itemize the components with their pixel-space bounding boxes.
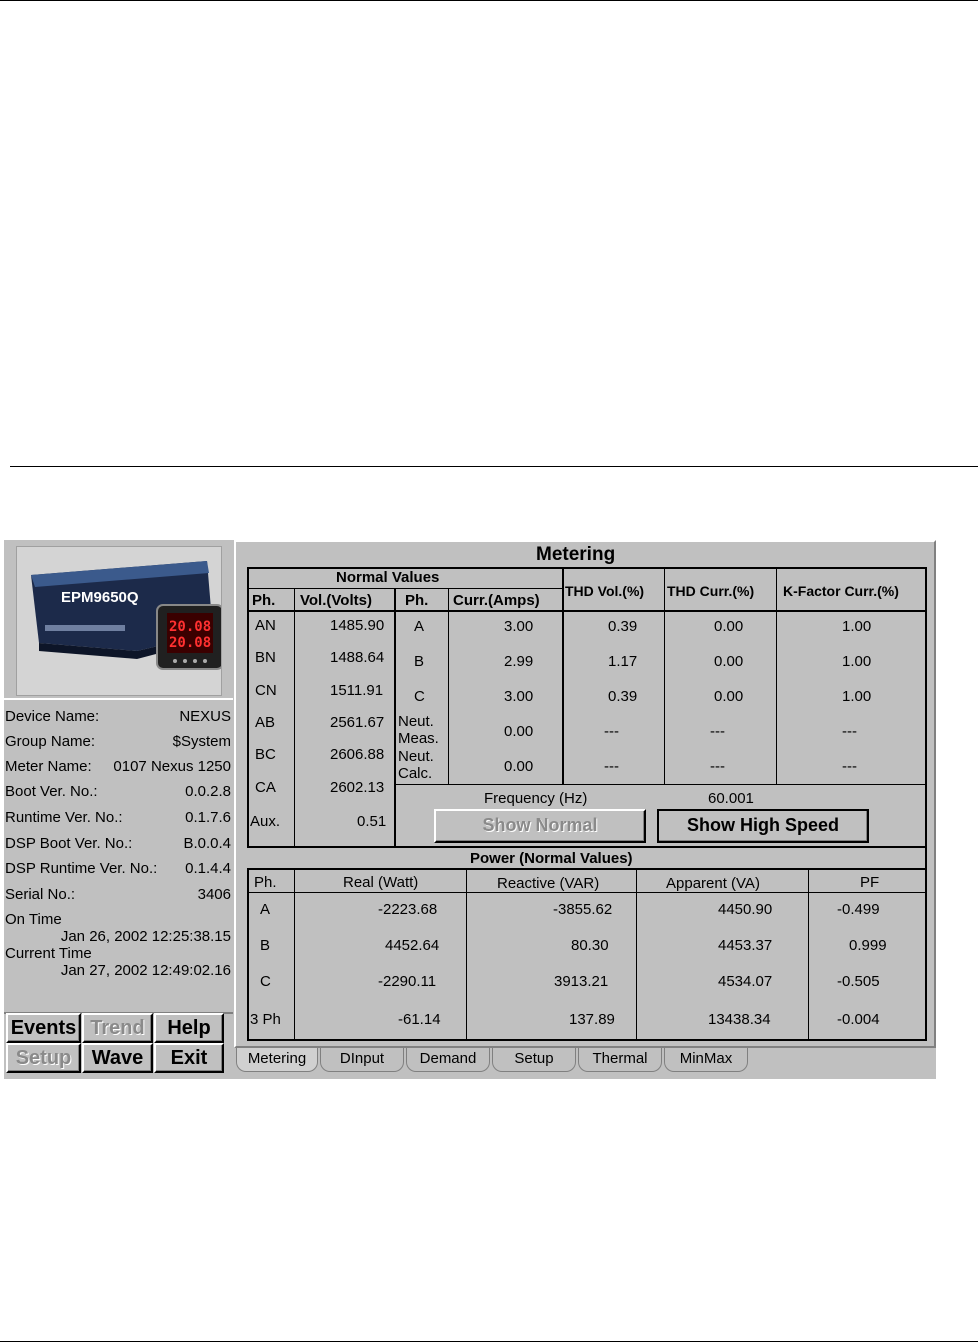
col-header-curr: Curr.(Amps) <box>453 592 540 609</box>
power-col-real: Real (Watt) <box>343 874 419 891</box>
power-row-apparent: 13438.34 <box>708 1011 771 1028</box>
curr-row-thd-curr: 0.00 <box>714 653 744 670</box>
info-meter-name: Meter Name: 0107 Nexus 1250 <box>5 758 231 775</box>
curr-row-value: 0.00 <box>504 723 534 740</box>
info-boot-ver: Boot Ver. No.: 0.0.2.8 <box>5 783 231 800</box>
curr-row-thd-vol: --- <box>604 758 619 775</box>
col-header-ph2: Ph. <box>405 592 429 609</box>
show-high-speed-button[interactable]: Show High Speed <box>657 809 869 843</box>
curr-row-kfactor: 1.00 <box>842 653 872 670</box>
volt-row-value: 0.51 <box>357 813 387 830</box>
setup-button[interactable]: Setup <box>6 1043 81 1073</box>
grid-line <box>562 567 564 784</box>
grid-line <box>925 567 927 1041</box>
grid-line <box>247 567 249 847</box>
curr-row-thd-curr: --- <box>710 723 725 740</box>
tab-setup[interactable]: Setup <box>492 1048 576 1072</box>
power-row-apparent: 4453.37 <box>718 937 773 954</box>
tab-minmax[interactable]: MinMax <box>664 1048 748 1072</box>
power-row-reactive: 80.30 <box>571 937 609 954</box>
power-row-reactive: -3855.62 <box>553 901 613 918</box>
wave-button[interactable]: Wave <box>82 1043 153 1073</box>
curr-row-kfactor: 1.00 <box>842 618 872 635</box>
volt-row-ph: AB <box>255 714 276 731</box>
grid-line <box>294 588 295 847</box>
curr-row-thd-vol: 0.39 <box>608 618 638 635</box>
bottom-rule <box>0 1341 978 1342</box>
curr-row-thd-vol: --- <box>604 723 619 740</box>
power-row-apparent: 4450.90 <box>718 901 773 918</box>
tab-dinput[interactable]: DInput <box>320 1048 404 1072</box>
col-header-thd-curr: THD Curr.(%) <box>667 583 755 599</box>
curr-row-ph: Neut. Calc. <box>398 748 434 782</box>
grid-line <box>394 588 396 847</box>
grid-line <box>247 892 927 893</box>
info-serial-no: Serial No.: 3406 <box>5 886 231 903</box>
metering-title: Metering <box>536 544 616 565</box>
info-runtime-ver: Runtime Ver. No.: 0.1.7.6 <box>5 809 231 826</box>
info-group-name: Group Name: $System <box>5 733 231 750</box>
grid-line <box>247 846 927 848</box>
power-row-real: -2290.11 <box>378 973 437 990</box>
info-device-name: Device Name: NEXUS <box>5 708 231 725</box>
volt-row-value: 2561.67 <box>330 714 385 731</box>
volt-row-ph: CA <box>255 779 276 796</box>
power-row-reactive: 137.89 <box>569 1011 615 1028</box>
show-normal-button[interactable]: Show Normal <box>434 809 646 843</box>
curr-row-kfactor: --- <box>842 758 857 775</box>
curr-row-value: 2.99 <box>504 653 534 670</box>
grid-line <box>448 588 449 784</box>
power-row-pf: 0.999 <box>849 937 887 954</box>
grid-line <box>664 567 665 784</box>
volt-row-ph: BN <box>255 649 276 666</box>
on-time-label: On Time <box>5 911 62 928</box>
curr-row-ph: B <box>414 653 425 670</box>
info-dsp-runtime-ver: DSP Runtime Ver. No.: 0.1.4.4 <box>5 860 231 877</box>
normal-values-header: Normal Values <box>336 569 440 586</box>
grid-line <box>247 868 927 870</box>
curr-row-ph: A <box>414 618 425 635</box>
volt-row-ph: CN <box>255 682 277 699</box>
col-header-kfactor: K-Factor Curr.(%) <box>783 583 899 599</box>
curr-row-ph: C <box>414 688 425 705</box>
power-col-reactive: Reactive (VAR) <box>497 875 600 892</box>
tab-demand[interactable]: Demand <box>406 1048 490 1072</box>
help-button[interactable]: Help <box>154 1013 224 1043</box>
device-model-label: EPM9650Q <box>61 589 139 606</box>
power-row-ph: 3 Ph <box>250 1011 281 1028</box>
curr-row-value: 3.00 <box>504 688 534 705</box>
top-rule <box>0 0 978 1</box>
current-time-value: Jan 27, 2002 12:49:02.16 <box>60 962 231 979</box>
power-row-pf: -0.499 <box>837 901 880 918</box>
col-header-thd-vol: THD Vol.(%) <box>565 583 645 599</box>
power-row-real: 4452.64 <box>385 937 440 954</box>
meter-window <box>4 540 936 1079</box>
grid-line <box>394 784 927 785</box>
trend-button[interactable]: Trend <box>82 1013 153 1043</box>
events-button[interactable]: Events <box>6 1013 81 1043</box>
grid-line <box>466 868 467 1040</box>
volt-row-value: 1488.64 <box>330 649 385 666</box>
col-header-ph: Ph. <box>252 592 276 609</box>
exit-button[interactable]: Exit <box>154 1043 224 1073</box>
metering-panel <box>234 540 936 1048</box>
volt-row-value: 2606.88 <box>330 746 385 763</box>
grid-line <box>247 610 927 612</box>
col-header-vol: Vol.(Volts) <box>300 592 372 609</box>
device-panel <box>4 540 233 1079</box>
tab-metering[interactable]: Metering <box>236 1048 318 1072</box>
info-dsp-boot-ver: DSP Boot Ver. No.: B.0.0.4 <box>5 835 231 852</box>
power-row-ph: B <box>260 937 271 954</box>
grid-line <box>247 1039 927 1041</box>
curr-row-value: 0.00 <box>504 758 534 775</box>
curr-row-kfactor: 1.00 <box>842 688 872 705</box>
device-image <box>16 546 222 696</box>
device-info <box>4 698 233 1014</box>
volt-row-ph: AN <box>255 617 276 634</box>
current-time-label: Current Time <box>5 945 92 962</box>
volt-row-value: 1485.90 <box>330 617 385 634</box>
curr-row-thd-vol: 1.17 <box>608 653 638 670</box>
frequency-label: Frequency (Hz) <box>484 790 588 807</box>
curr-row-kfactor: --- <box>842 723 857 740</box>
power-row-ph: C <box>260 973 271 990</box>
power-col-ph: Ph. <box>254 874 277 891</box>
volt-row-value: 2602.13 <box>330 779 385 796</box>
power-row-pf: -0.505 <box>837 973 880 990</box>
grid-line <box>776 567 777 784</box>
power-col-apparent: Apparent (VA) <box>666 875 760 892</box>
curr-row-ph: Neut. Meas. <box>398 713 439 747</box>
power-header: Power (Normal Values) <box>470 850 633 867</box>
volt-row-ph: Aux. <box>250 813 281 830</box>
power-col-pf: PF <box>860 874 880 891</box>
curr-row-thd-curr: --- <box>710 758 725 775</box>
curr-row-thd-curr: 0.00 <box>714 688 744 705</box>
power-row-real: -2223.68 <box>378 901 438 918</box>
power-row-apparent: 4534.07 <box>718 973 773 990</box>
meter-display-readout-2: 20.08 <box>169 635 212 651</box>
power-row-reactive: 3913.21 <box>554 973 609 990</box>
grid-line <box>294 868 295 1040</box>
curr-row-thd-vol: 0.39 <box>608 688 638 705</box>
on-time-value: Jan 26, 2002 12:25:38.15 <box>60 928 231 945</box>
frequency-value: 60.001 <box>708 790 754 807</box>
grid-line <box>636 868 637 1040</box>
power-row-ph: A <box>260 901 271 918</box>
tab-thermal[interactable]: Thermal <box>578 1048 662 1072</box>
section-rule <box>10 466 978 467</box>
volt-row-value: 1511.91 <box>330 682 384 699</box>
meter-display-readout: 20.08 <box>169 619 212 635</box>
power-row-real: -61.14 <box>398 1011 441 1028</box>
grid-line <box>247 868 249 1040</box>
grid-line <box>808 868 809 1040</box>
curr-row-value: 3.00 <box>504 618 534 635</box>
volt-row-ph: BC <box>255 746 276 763</box>
curr-row-thd-curr: 0.00 <box>714 618 744 635</box>
power-row-pf: -0.004 <box>837 1011 880 1028</box>
